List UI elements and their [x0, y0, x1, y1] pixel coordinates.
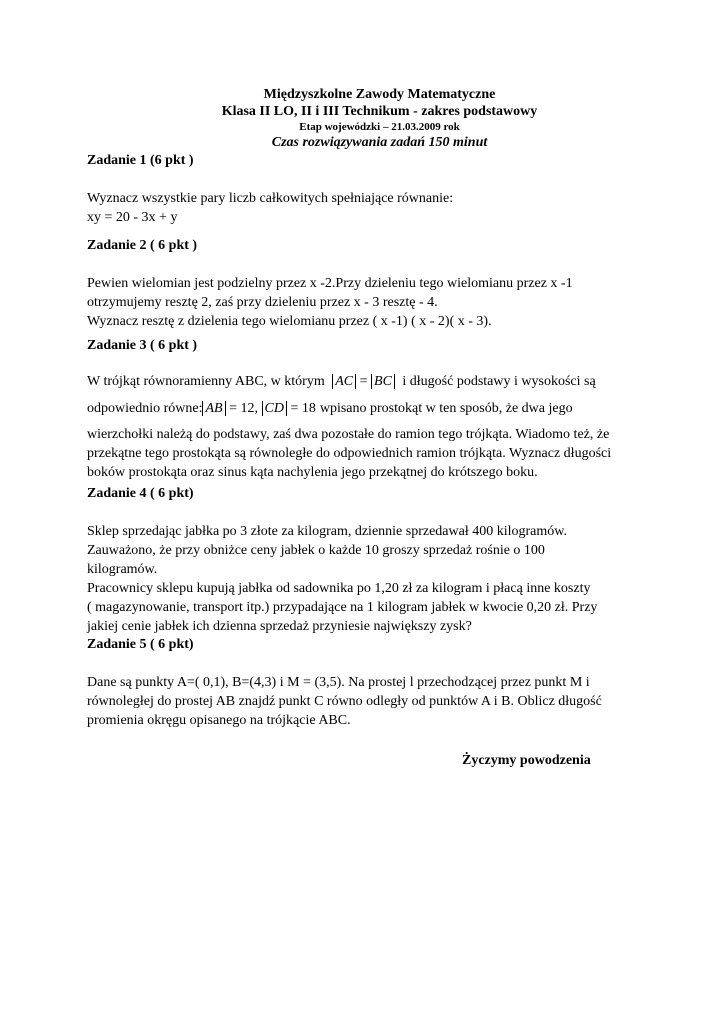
math-abs-bc: BC [371, 374, 395, 389]
task-3-text-line [87, 399, 647, 422]
task-2 [87, 236, 647, 331]
task-4-text-line: Pracownicy sklepu kupują jabłka od sadownika po 1,20 zł za kilogram i płacą inne koszty [87, 581, 591, 596]
task-4-title: Zadanie 4 ( 6 pkt) [87, 486, 194, 501]
math-abs-ab: AB [202, 401, 225, 416]
task-3-title: Zadanie 3 ( 6 pkt ) [87, 338, 198, 353]
task-1-equation: xy = 20 - 3x + y [87, 210, 178, 225]
task-1-title: Zadanie 1 (6 pkt ) [87, 153, 194, 168]
math-value-12: = 12, [229, 401, 258, 417]
task-3-text-fragment: W trójkąt równoramienny ABC, w którym [87, 374, 325, 389]
math-abs-ac: AC [332, 374, 356, 389]
task-5-text-line: Dane są punkty A=( 0,1), B=(4,3) i M = (3,5). Na prostej l przechodzącej przez punkt M i [87, 675, 590, 690]
task-5-text-line: promienia okręgu opisanego na trójkącie ABC. [87, 713, 351, 728]
task-3-text-fragment: wpisano prostokąt w ten sposób, że dwa jego [319, 401, 573, 416]
task-3-text-fragment: odpowiednio równe: [87, 401, 203, 416]
task-2-text-line: Pewien wielomian jest podzielny przez x -2.Przy dzieleniu tego wielomianu przez x -1 [87, 276, 573, 291]
task-3-text-line: wierzchołki należą do podstawy, zaś dwa pozostałe do ramion tego trójkąta. Wiadomo też, że [87, 427, 610, 442]
closing-wish: Życzymy powodzenia [462, 753, 591, 768]
math-expression-ab-cd [202, 399, 315, 418]
task-5 [87, 635, 647, 730]
task-3-text-line [87, 372, 647, 395]
math-equals: = [359, 374, 368, 390]
task-1 [87, 151, 647, 227]
task-3-text-line: przekątne tego prostokąta są równoległe do odpowiednich ramion trójkąta. Wyznacz długości [87, 446, 612, 461]
task-2-text-line: Wyznacz resztę z dzielenia tego wielomianu przez ( x -1) ( x - 2)( x - 3). [87, 314, 492, 329]
task-5-title: Zadanie 5 ( 6 pkt) [87, 637, 194, 652]
task-4-text-line: ( magazynowanie, transport itp.) przypadające na 1 kilogram jabłek w kwocie 0,20 zł. Przy [87, 600, 598, 615]
math-value-18: = 18 [290, 401, 316, 417]
math-abs-cd: CD [262, 401, 287, 416]
task-4-text-line: jakiej cenie jabłek ich dzienna sprzedaż przyniesie największy zysk? [87, 619, 472, 634]
task-5-text-line: równoległej do prostej AB znajdź punkt C równo odległy od punktów A i B. Oblicz długość [87, 694, 602, 709]
task-4-text-line: Zauważono, że przy obniżce ceny jabłek o każde 10 groszy sprzedaż rośnie o 100 [87, 543, 545, 558]
task-4-text-line: Sklep sprzedając jabłka po 3 złote za kilogram, dziennie sprzedawał 400 kilogramów. [87, 524, 567, 539]
stage-date: Etap wojewódzki – 21.03.2009 rok [299, 121, 460, 133]
task-4-text-line: kilogramów. [87, 562, 158, 577]
math-expression-ac-bc [332, 372, 395, 391]
document-header [0, 86, 725, 151]
task-3 [87, 336, 647, 482]
task-2-text-line: otrzymujemy resztę 2, zaś przy dzieleniu przez x - 3 resztę - 4. [87, 295, 438, 310]
task-4 [87, 484, 647, 636]
task-1-text-line: Wyznacz wszystkie pary liczb całkowitych spełniające równanie: [87, 191, 454, 206]
task-3-text-line: boków prostokąta oraz sinus kąta nachylenia jego przekątnej do krótszego boku. [87, 465, 538, 480]
time-limit: Czas rozwiązywania zadań 150 minut [271, 135, 488, 150]
task-2-title: Zadanie 2 ( 6 pkt ) [87, 238, 198, 253]
document-title: Międzyszkolne Zawody Matematyczne [263, 87, 496, 102]
task-3-text-fragment: i długość podstawy i wysokości są [402, 374, 596, 389]
document-subtitle: Klasa II LO, II i III Technikum - zakres podstawowy [221, 104, 538, 119]
